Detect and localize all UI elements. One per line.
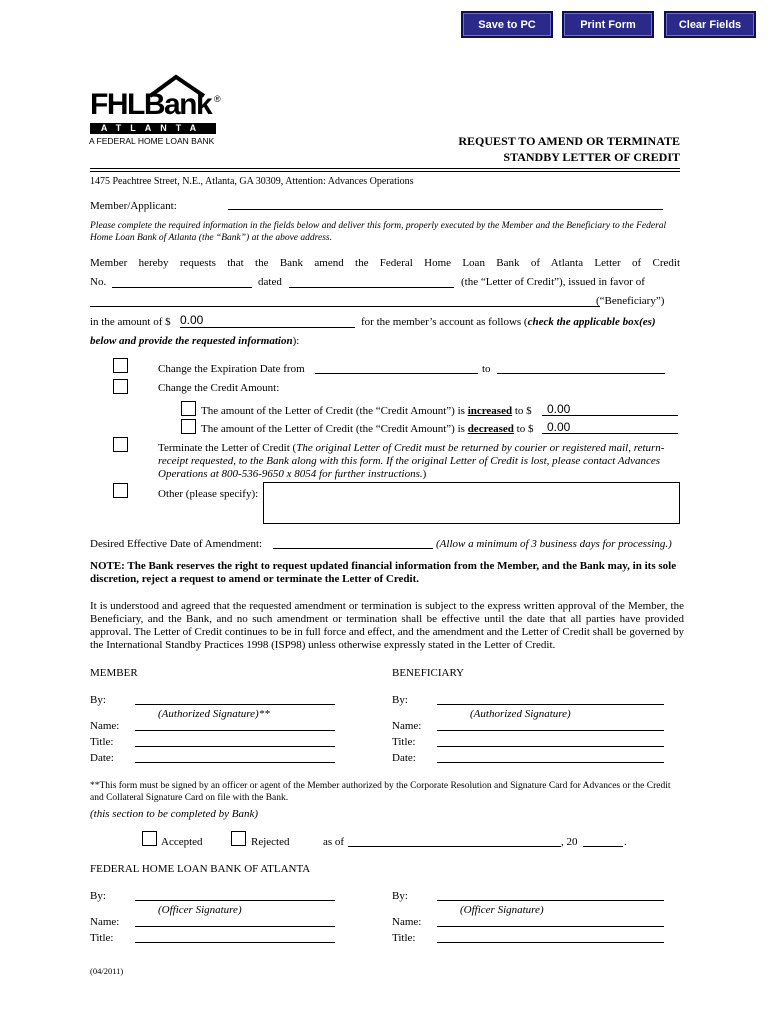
fhlb-name-label: Name: (90, 916, 120, 928)
beneficiary-signature-field[interactable] (437, 704, 664, 705)
expiration-from-field[interactable] (315, 373, 478, 374)
logo-brand: FHLBank (90, 88, 212, 121)
member-applicant-field[interactable] (228, 209, 663, 210)
terminate-checkbox[interactable] (113, 437, 128, 452)
beneficiary-field[interactable] (90, 306, 600, 307)
registered-mark: ® (214, 94, 221, 104)
clear-fields-button[interactable]: Clear Fields (664, 11, 756, 38)
year-prefix: , 20 (561, 836, 578, 848)
member-signature-field[interactable] (135, 704, 335, 705)
fhlb2-name-label: Name: (392, 916, 422, 928)
accepted-checkbox[interactable] (142, 831, 157, 846)
member-signature-caption: (Authorized Signature)** (158, 708, 270, 720)
below-text: below and provide the requested information): (90, 335, 300, 347)
other-specify-field[interactable] (263, 482, 680, 524)
increased-amount-value: 0.00 (547, 402, 571, 416)
decreased-checkbox[interactable] (181, 419, 196, 434)
save-to-pc-button[interactable]: Save to PC (461, 11, 553, 38)
expiration-to-field[interactable] (497, 373, 665, 374)
member-date-field[interactable] (135, 762, 335, 763)
letter-of-credit-text: (the “Letter of Credit”), issued in favor of (461, 276, 645, 288)
note-text: NOTE: The Bank reserves the right to request updated financial information from the Member, and the Bank may, in its sole discretion, reject a request to amend or terminate the Letter of Credit. (90, 560, 677, 585)
beneficiary-title-label: Title: (392, 736, 416, 748)
dated-field[interactable] (289, 287, 454, 288)
divider (90, 168, 680, 169)
effective-date-label: Desired Effective Date of Amendment: (90, 538, 263, 550)
dated-label: dated (258, 276, 282, 288)
fhlb2-name-field[interactable] (437, 926, 664, 927)
accepted-label: Accepted (161, 836, 203, 848)
request-line1: Member hereby requests that the Bank amend the Federal Home Loan Bank of Atlanta Letter of Credit (90, 257, 680, 269)
instructions: Please complete the required information in the fields below and deliver this form, properly executed by the Member and the Beneficiary to the Federal Home Loan Bank of Atlanta (the “Bank”) at the above address. (90, 221, 667, 243)
change-credit-amount-checkbox[interactable] (113, 379, 128, 394)
member-title-field[interactable] (135, 746, 335, 747)
year-field[interactable] (583, 846, 623, 847)
bank-section-label: (this section to be completed by Bank) (90, 808, 259, 820)
logo-city: ATLANTA (90, 123, 216, 134)
fhlb2-signature-caption: (Officer Signature) (460, 904, 544, 916)
to-label: to (482, 363, 491, 375)
logo-tagline: A FEDERAL HOME LOAN BANK (89, 136, 215, 146)
beneficiary-text: (“Beneficiary”) (596, 295, 665, 307)
fhlb-title-field[interactable] (135, 942, 335, 943)
decreased-amount-value: 0.00 (547, 420, 571, 434)
fhlb-name-field[interactable] (135, 926, 335, 927)
fhlb2-signature-field[interactable] (437, 900, 664, 901)
effective-date-field[interactable] (273, 548, 433, 549)
beneficiary-signature-caption: (Authorized Signature) (470, 708, 571, 720)
as-of-date-field[interactable] (348, 846, 561, 847)
amount-prefix: in the amount of $ (90, 316, 171, 328)
change-credit-amount-label: Change the Credit Amount: (158, 382, 280, 394)
other-label: Other (please specify): (158, 488, 259, 500)
amount-field[interactable] (180, 327, 355, 328)
account-text: for the member’s account as follows (check the applicable box(es) (361, 316, 656, 328)
change-expiration-label: Change the Expiration Date from (158, 363, 305, 375)
form-title-line2: STANDBY LETTER OF CREDIT (503, 150, 680, 164)
member-name-field[interactable] (135, 730, 335, 731)
change-expiration-checkbox[interactable] (113, 358, 128, 373)
rejected-label: Rejected (251, 836, 290, 848)
fhlb-signature-caption: (Officer Signature) (158, 904, 242, 916)
beneficiary-name-label: Name: (392, 720, 422, 732)
fhlb-title-label: Title: (90, 932, 114, 944)
year-period: . (624, 836, 627, 848)
decreased-label: The amount of the Letter of Credit (the “Credit Amount”) is decreased to $ (201, 423, 534, 435)
footnote: **This form must be signed by an officer or agent of the Member authorized by the Corporate Resolution and Signature Card for Advances or the Credit and Collateral Signature Card on file with the Bank. (90, 781, 671, 803)
fhlb2-title-label: Title: (392, 932, 416, 944)
terminate-label: Terminate the Letter of Credit (The original Letter of Credit must be returned by courier or registered mail, return-receipt requested, to the Bank along with this form. If the original Letter of Credit is lost, please contact Advances Operations at 800-536-9650 x 8054 for further instructions.) (158, 442, 665, 480)
beneficiary-title-field[interactable] (437, 746, 664, 747)
rejected-checkbox[interactable] (231, 831, 246, 846)
address: 1475 Peachtree Street, N.E., Atlanta, GA 30309, Attention: Advances Operations (90, 176, 414, 187)
increased-checkbox[interactable] (181, 401, 196, 416)
member-applicant-label: Member/Applicant: (90, 200, 177, 212)
beneficiary-by-label: By: (392, 694, 408, 706)
member-date-label: Date: (90, 752, 114, 764)
beneficiary-date-label: Date: (392, 752, 416, 764)
fhlb2-by-label: By: (392, 890, 408, 902)
member-by-label: By: (90, 694, 106, 706)
agreement-text: It is understood and agreed that the requested amendment or termination is subject to the express written approval of the Member, the Beneficiary, and the Bank, and no such amendment or termination shall be effective until the date that all parties have provided approval. The Letter of Credit continues to be in full force and effect, and the amendment and the Letter of Credit shall be governed by the International Standby Practices 1998 (ISP98) unless otherwise expressly stated in the Letter of Credit. (90, 600, 684, 651)
increased-label: The amount of the Letter of Credit (the “Credit Amount”) is increased to $ (201, 405, 532, 417)
fhlb-by-label: By: (90, 890, 106, 902)
form-revision-date: (04/2011) (90, 966, 124, 976)
member-title-label: Title: (90, 736, 114, 748)
form-title-line1: REQUEST TO AMEND OR TERMINATE (458, 134, 680, 148)
fhlbank-logo (90, 74, 225, 146)
fhlb2-title-field[interactable] (437, 942, 664, 943)
print-form-button[interactable]: Print Form (562, 11, 654, 38)
divider (90, 171, 680, 172)
beneficiary-name-field[interactable] (437, 730, 664, 731)
member-heading: MEMBER (90, 667, 138, 679)
other-checkbox[interactable] (113, 483, 128, 498)
beneficiary-heading: BENEFICIARY (392, 667, 465, 679)
fhlb-heading: FEDERAL HOME LOAN BANK OF ATLANTA (90, 863, 311, 875)
fhlb-signature-field[interactable] (135, 900, 335, 901)
as-of-label: as of (323, 836, 345, 848)
member-name-label: Name: (90, 720, 120, 732)
beneficiary-date-field[interactable] (437, 762, 664, 763)
effective-date-note: (Allow a minimum of 3 business days for processing.) (436, 538, 672, 550)
lc-number-field[interactable] (112, 287, 252, 288)
amount-value: 0.00 (180, 313, 204, 327)
lc-no-label: No. (90, 276, 107, 288)
